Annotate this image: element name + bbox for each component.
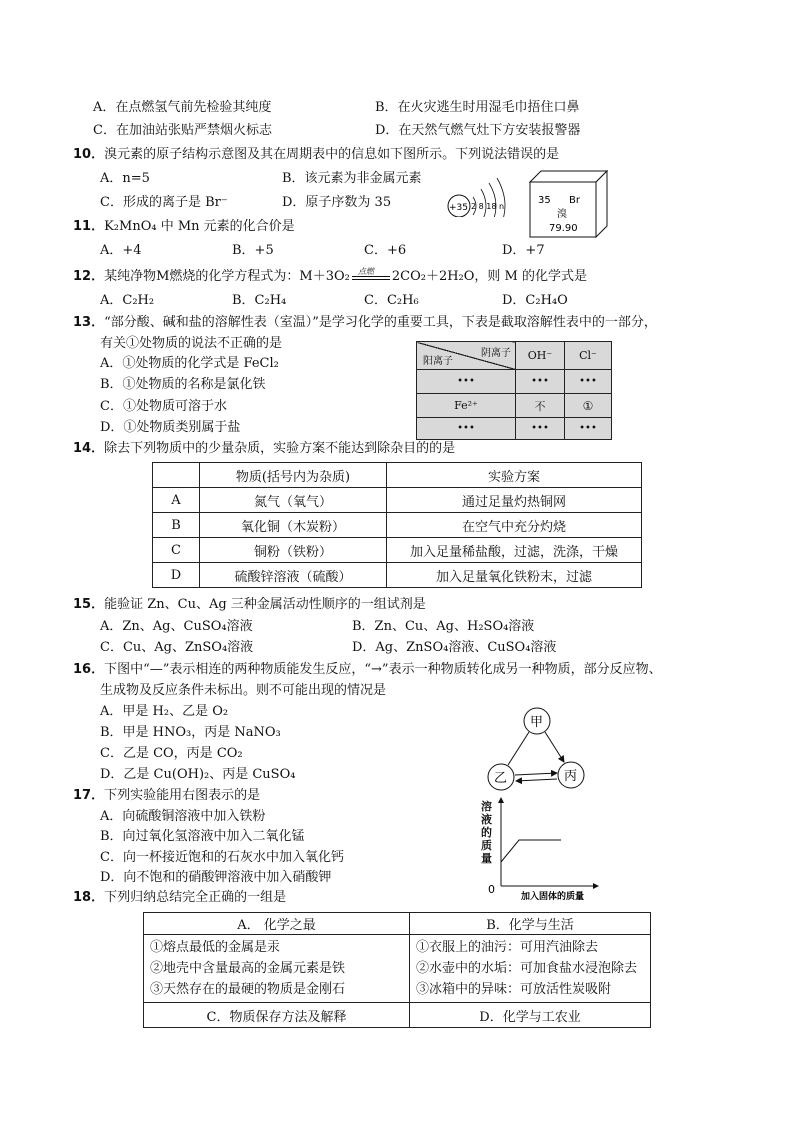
list-item: ①熔点最低的金属是汞 <box>150 940 281 955</box>
list-item: ①衣服上的油污：可用汽油除去 <box>416 940 599 955</box>
graph-origin: 0 <box>488 883 495 896</box>
q15-option-a: A．Zn、Ag、CuSO₄溶液 <box>100 619 253 634</box>
group-a-content <box>144 935 410 1003</box>
q16-option-c: C．乙是 CO，丙是 CO₂ <box>100 746 243 761</box>
q11-stem <box>73 218 295 236</box>
graph-y-label: 溶液的质量 <box>481 800 492 865</box>
q10-option-b: B．该元素为非金属元素 <box>282 171 422 186</box>
q15-option-c: C．Cu、Ag、ZnSO₄溶液 <box>100 640 254 655</box>
q10-stem <box>73 146 559 164</box>
q9-option-b: B．在火灾逃生时用湿毛巾捂住口鼻 <box>375 100 580 115</box>
atom-nucleus-label: +35 <box>449 203 468 213</box>
q13-stem-line2: 有关①处物质的说法不正确的是 <box>100 336 283 351</box>
table-cell: 氧化铜（木炭粉） <box>200 513 387 538</box>
q11-option-a: A．+4 <box>100 243 142 258</box>
table-row-label: A <box>153 488 200 513</box>
q18-number: 18． <box>73 890 105 905</box>
q13-number: 13． <box>73 315 105 330</box>
table-cell: 氮气（氧气） <box>200 488 387 513</box>
q12-stem-pre: 某纯净物M燃烧的化学方程式为：M＋3O₂ <box>104 269 350 284</box>
q13-option-c: C．①处物质可溶于水 <box>100 399 227 414</box>
group-a-title: A． 化学之最 <box>144 913 410 935</box>
q13-option-b: B．①处物质的名称是氯化铁 <box>100 377 266 392</box>
atom-shell-electrons: 2 8 18 n <box>471 202 505 211</box>
q12-option-a: A．C₂H₂ <box>100 293 155 308</box>
cell-symbol: Br <box>569 195 580 206</box>
list-item: ③天然存在的最硬的物质是金刚石 <box>150 982 346 997</box>
q12-number: 12． <box>73 269 105 284</box>
q12-option-d: D．C₂H₄O <box>502 293 568 308</box>
group-c-title: C．物质保存方法及解释 <box>144 1003 410 1028</box>
q15-option-d: D．Ag、ZnSO₄溶液、CuSO₄溶液 <box>352 640 557 655</box>
reaction-arrow <box>350 268 392 286</box>
node-yi: 乙 <box>494 771 508 786</box>
q16-option-d: D．乙是 Cu(OH)₂、丙是 CuSO₄ <box>100 767 296 782</box>
q17-number: 17． <box>73 788 105 803</box>
col-header-oh: OH⁻ <box>516 342 565 370</box>
row-header-fe: Fe²⁺ <box>417 394 516 418</box>
q15-number: 15． <box>73 597 105 612</box>
q12-stem <box>73 268 587 286</box>
group-d-title: D．化学与工农业 <box>410 1003 651 1028</box>
q16-option-a: A．甲是 H₂、乙是 O₂ <box>100 704 229 719</box>
q12-stem-post: 2CO₂＋2H₂O，则 M 的化学式是 <box>391 269 587 284</box>
q11-stem-text: K₂MnO₄ 中 Mn 元素的化合价是 <box>104 219 295 234</box>
q12-option-b: B．C₂H₄ <box>232 293 287 308</box>
node-jia: 甲 <box>530 715 544 730</box>
list-item: ②水壶中的水垢：可加食盐水浸泡除去 <box>416 961 638 976</box>
table-header <box>153 463 200 488</box>
q13-option-d: D．①处物质类别属于盐 <box>100 420 241 435</box>
table-row-label: C <box>153 538 200 563</box>
q10-stem-text: 溴元素的原子结构示意图及其在周期表中的信息如下图所示。下列说法错误的是 <box>104 147 560 162</box>
reaction-condition: 点燃 <box>357 267 374 276</box>
q14-stem <box>73 440 455 458</box>
table-cell: ••• <box>417 370 516 394</box>
bromine-atom-diagram <box>445 175 515 217</box>
table-cell-marker: ① <box>565 394 612 418</box>
q16-stem-text1: 下图中“—”表示相连的两种物质能发生反应，“→”表示一种物质转化成另一种物质，部分反应物、 <box>104 662 662 677</box>
solubility-table <box>416 341 612 440</box>
q17-option-c: C．向一杯接近饱和的石灰水中加入氧化钙 <box>100 850 344 865</box>
q10-number: 10． <box>73 147 105 162</box>
table-cell: ••• <box>516 370 565 394</box>
q9-option-d: D．在天然气燃气灶下方安装报警器 <box>375 123 581 138</box>
node-bing: 丙 <box>564 769 578 784</box>
table-header: 物质(括号内为杂质) <box>200 463 387 488</box>
q16-stem-line1 <box>73 661 662 679</box>
cation-label: 阳离子 <box>423 356 453 367</box>
group-b-content <box>410 935 651 1003</box>
list-item: ②地壳中含量最高的金属元素是铁 <box>150 961 346 976</box>
periodic-table-cell-br <box>529 170 609 238</box>
q11-option-b: B．+5 <box>232 243 274 258</box>
q11-option-d: D．+7 <box>502 243 545 258</box>
table-row-label: D <box>153 563 200 588</box>
q17-stem-text: 下列实验能用右图表示的是 <box>104 788 261 803</box>
table-cell: ••• <box>565 418 612 440</box>
table-cell: 铜粉（铁粉） <box>200 538 387 563</box>
q17-option-a: A．向硫酸铜溶液中加入铁粉 <box>100 809 266 824</box>
table-cell: 硫酸锌溶液（硫酸） <box>200 563 387 588</box>
solution-mass-graph <box>484 793 604 903</box>
q14-number: 14． <box>73 441 105 456</box>
q11-number: 11． <box>73 219 105 234</box>
table-cell: ••• <box>565 370 612 394</box>
graph-x-label: 加入固体的质量 <box>521 892 585 902</box>
table-cell: ••• <box>417 418 516 440</box>
q13-option-a: A．①处物质的化学式是 FeCl₂ <box>100 356 279 371</box>
q17-option-b: B．向过氧化氢溶液中加入二氧化锰 <box>100 829 305 844</box>
q16-number: 16． <box>73 662 105 677</box>
summary-table <box>143 912 651 1028</box>
q16-stem-line2: 生成物及反应条件未标出。则不可能出现的情况是 <box>100 683 387 698</box>
q15-stem <box>73 596 426 614</box>
cell-atomic-mass: 79.90 <box>549 223 578 234</box>
q9-option-c: C．在加油站张贴严禁烟火标志 <box>93 123 272 138</box>
table-cell: 加入足量氧化铁粉末，过滤 <box>387 563 642 588</box>
table-row-label: B <box>153 513 200 538</box>
q15-stem-text: 能验证 Zn、Cu、Ag 三种金属活动性顺序的一组试剂是 <box>104 597 426 612</box>
q16-option-b: B．甲是 HNO₃，丙是 NaNO₃ <box>100 725 281 740</box>
col-header-cl: Cl⁻ <box>565 342 612 370</box>
table-header: 实验方案 <box>387 463 642 488</box>
q10-option-c: C．形成的离子是 Br⁻ <box>100 195 228 210</box>
graph-curve <box>501 840 561 862</box>
q17-option-d: D．向不饱和的硝酸钾溶液中加入硝酸钾 <box>100 870 332 885</box>
q14-stem-text: 除去下列物质中的少量杂质，实验方案不能达到除杂目的的是 <box>104 441 456 456</box>
table-corner-cell <box>417 342 516 370</box>
q17-stem <box>73 787 260 805</box>
cell-element-name: 溴 <box>557 209 567 220</box>
q10-option-d: D．原子序数为 35 <box>282 195 392 210</box>
anion-label: 阴离子 <box>481 348 511 359</box>
q13-stem-line1 <box>73 314 657 332</box>
substance-relation-diagram <box>480 704 590 796</box>
group-b-title: B．化学与生活 <box>410 913 651 935</box>
table-cell: 不 <box>516 394 565 418</box>
list-item: ③冰箱中的异味：可放活性炭吸附 <box>416 982 612 997</box>
q18-stem <box>73 889 286 907</box>
q12-option-c: C．C₂H₆ <box>364 293 419 308</box>
table-cell: ••• <box>516 418 565 440</box>
purification-table <box>152 462 642 588</box>
q13-stem-text1: “部分酸、碱和盐的溶解性表（室温）”是学习化学的重要工具，下表是截取溶解性表中的一部分， <box>104 315 657 330</box>
q11-option-c: C．+6 <box>364 243 407 258</box>
q10-option-a: A．n=5 <box>100 171 150 186</box>
q15-option-b: B．Zn、Cu、Ag、H₂SO₄溶液 <box>352 619 535 634</box>
q9-option-a: A．在点燃氢气前先检验其纯度 <box>93 100 272 115</box>
cell-atomic-number: 35 <box>538 195 551 206</box>
table-cell: 加入足量稀盐酸，过滤，洗涤，干燥 <box>387 538 642 563</box>
q18-stem-text: 下列归纳总结完全正确的一组是 <box>104 890 287 905</box>
table-cell: 在空气中充分灼烧 <box>387 513 642 538</box>
table-cell: 通过足量灼热铜网 <box>387 488 642 513</box>
